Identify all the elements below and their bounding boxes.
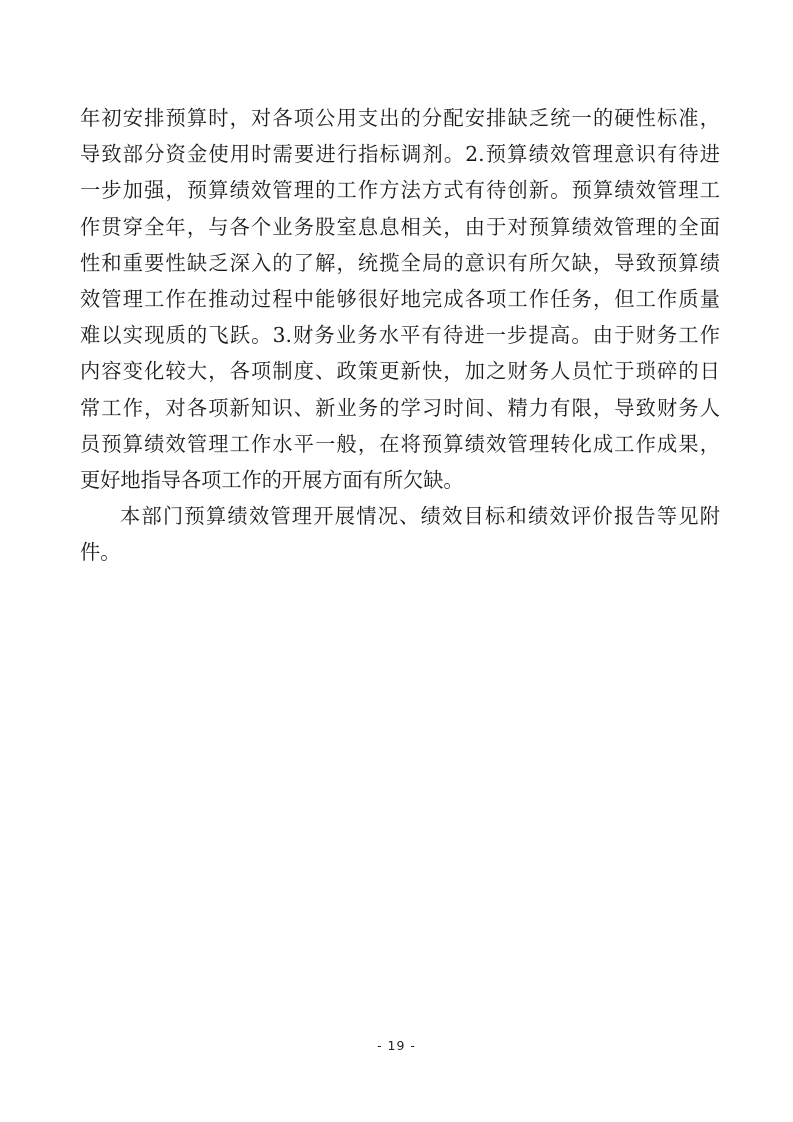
text-line: 更好地指导各项工作的开展方面有所欠缺。 — [80, 467, 464, 492]
text-line: 作贯穿全年，与各个业务股室息息相关，由于对预算绩效管理的全面 — [80, 214, 720, 239]
text-line: 效管理工作在推动过程中能够很好地完成各项工作任务，但工作质量 — [80, 286, 720, 311]
text-line: 内容变化较大，各项制度、政策更新快，加之财务人员忙于琐碎的日 — [80, 359, 720, 384]
text-line: 常工作，对各项新知识、新业务的学习时间、精力有限，导致财务人 — [80, 395, 720, 420]
text-line: 本部门预算绩效管理开展情况、绩效目标和绩效评价报告等见附 — [120, 504, 720, 529]
document-body — [80, 100, 720, 570]
text-line: 件。 — [80, 540, 121, 565]
text-line: 性和重要性缺乏深入的了解，统揽全局的意识有所欠缺，导致预算绩 — [80, 250, 720, 275]
paragraph-2 — [80, 498, 720, 570]
text-line: 导致部分资金使用时需要进行指标调剂。2.预算绩效管理意识有待进 — [80, 142, 720, 167]
text-line: 难以实现质的飞跃。3.财务业务水平有待进一步提高。由于财务工作 — [80, 323, 720, 348]
text-line: 年初安排预算时，对各项公用支出的分配安排缺乏统一的硬性标准， — [80, 106, 720, 130]
paragraph-1 — [80, 100, 720, 498]
text-line: 员预算绩效管理工作水平一般，在将预算绩效管理转化成工作成果， — [80, 431, 720, 456]
text-line: 一步加强，预算绩效管理的工作方法方式有待创新。预算绩效管理工 — [80, 178, 720, 203]
page-number: - 19 - — [377, 1038, 416, 1053]
